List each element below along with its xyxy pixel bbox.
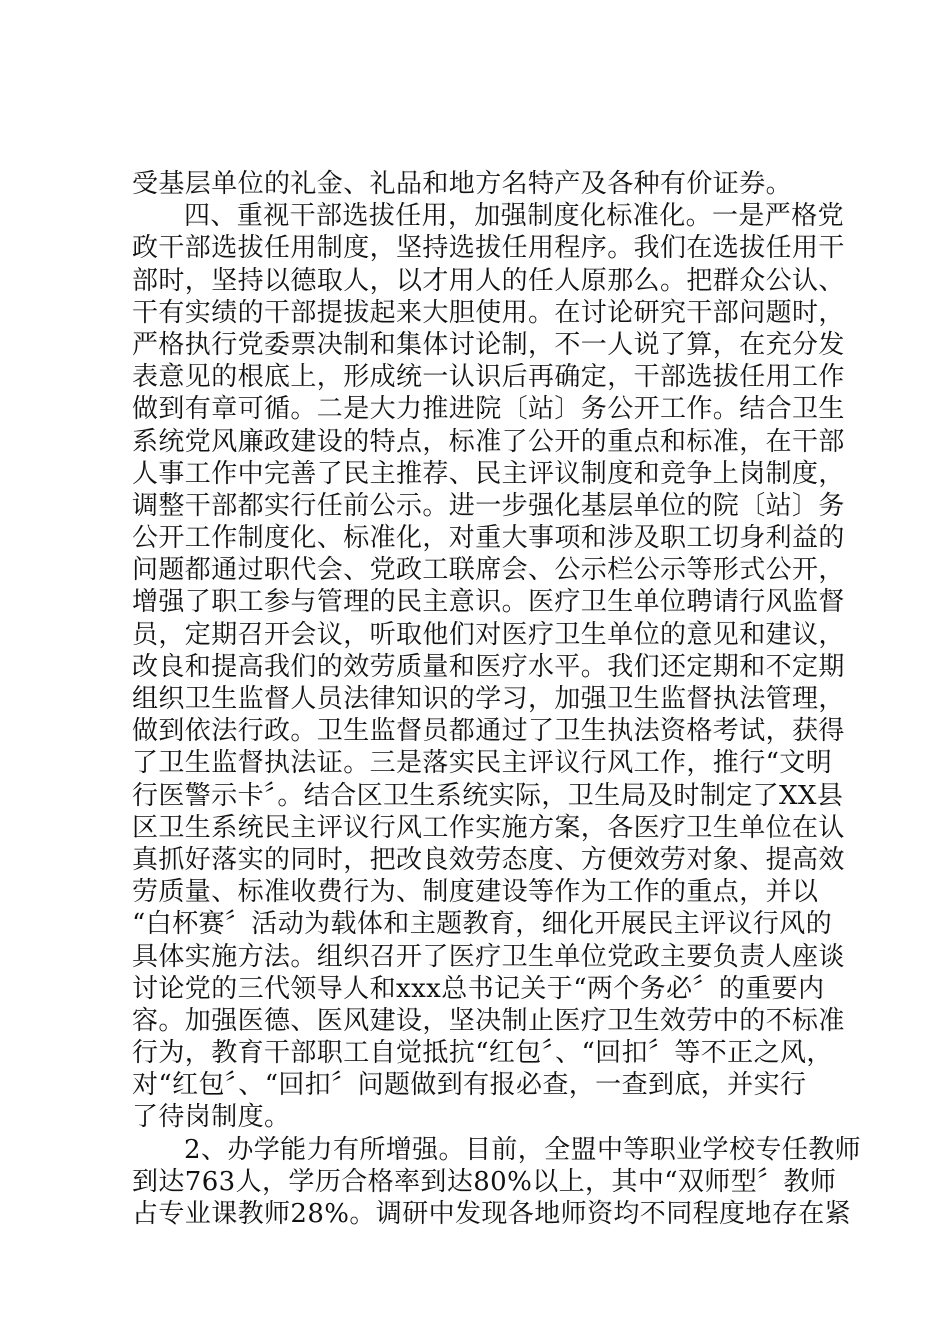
document-body <box>132 168 861 1230</box>
text-line: 到达763人，学历合格率到达80%以上，其中“双师型〞教师 <box>132 1166 837 1197</box>
text-line: 了卫生监督执法证。三是落实民主评议行风工作，推行“文明 <box>132 748 833 779</box>
paragraph-start-line: 四、重视干部选拔任用，加强制度化标准化。一是严格党 <box>184 201 845 232</box>
text-line: 增强了职工参与管理的民主意识。医疗卫生单位聘请行风监督 <box>132 587 845 618</box>
text-line: 占专业课教师28%。调研中发现各地师资均不同程度地存在紧 <box>132 1199 851 1229</box>
text-line: 组织卫生监督人员法律知识的学习，加强卫生监督执法管理， <box>132 684 845 714</box>
text-line: 真抓好落实的同时，把改良效劳态度、方便效劳对象、提高效 <box>132 844 845 875</box>
text-line: 部时，坚持以德取人，以才用人的任人原那么。把群众公认、 <box>132 265 845 296</box>
text-line: 对“红包〞、“回扣〞问题做到有报必查，一查到底，并实行 <box>132 1070 807 1101</box>
text-line: 表意见的根底上，形成统一认识后再确定，干部选拔任用工作 <box>132 362 845 393</box>
text-line: 人事工作中完善了民主推荐、民主评议制度和竞争上岗制度， <box>132 458 845 489</box>
text-line: 调整干部都实行任前公示。进一步强化基层单位的院〔站〕务 <box>132 490 845 521</box>
text-line: 公开工作制度化、标准化，对重大事项和涉及职工切身利益的 <box>132 523 845 554</box>
text-line: 做到有章可循。二是大力推进院〔站〕务公开工作。结合卫生 <box>132 394 845 425</box>
text-line: 容。加强医德、医风建设，坚决制止医疗卫生效劳中的不标准 <box>132 1005 845 1036</box>
text-line: 严格执行党委票决制和集体讨论制，不一人说了算，在充分发 <box>132 329 845 360</box>
text-line: 政干部选拔任用制度，坚持选拔任用程序。我们在选拔任用干 <box>132 233 845 264</box>
text-line: 讨论党的三代领导人和xxx总书记关于“两个务必〞的重要内 <box>132 973 825 1004</box>
text-line: 问题都通过职代会、党政工联席会、公示栏公示等形式公开， <box>132 555 845 586</box>
text-line: 做到依法行政。卫生监督员都通过了卫生执法资格考试，获得 <box>132 716 845 747</box>
text-line: 具体实施方法。组织召开了医疗卫生单位党政主要负责人座谈 <box>132 941 845 972</box>
text-line: 系统党风廉政建设的特点，标准了公开的重点和标准，在干部 <box>132 426 845 457</box>
paragraph-start-line: 2、办学能力有所增强。目前，全盟中等职业学校专任教师 <box>184 1134 861 1165</box>
text-line: 区卫生系统民主评议行风工作实施方案，各医疗卫生单位在认 <box>132 812 845 843</box>
text-line: 劳质量、标准收费行为、制度建设等作为工作的重点，并以 <box>132 877 819 908</box>
text-line: “白杯赛〞活动为载体和主题教育，细化开展民主评议行风的 <box>132 909 833 940</box>
text-line: 员，定期召开会议，听取他们对医疗卫生单位的意见和建议， <box>132 619 845 650</box>
text-line: 干有实绩的干部提拔起来大胆使用。在讨论研究干部问题时， <box>132 297 845 328</box>
text-line: 行为，教育干部职工自觉抵抗“红包〞、“回扣〞等不正之风， <box>132 1038 833 1069</box>
text-line: 了待岗制度。 <box>132 1102 291 1133</box>
text-line: 行医警示卡〞。结合区卫生系统实际，卫生局及时制定了XX县 <box>132 780 844 811</box>
text-line: 改良和提高我们的效劳质量和医疗水平。我们还定期和不定期 <box>132 651 845 682</box>
text-line: 受基层单位的礼金、礼品和地方名特产及各种有价证券。 <box>132 169 793 199</box>
